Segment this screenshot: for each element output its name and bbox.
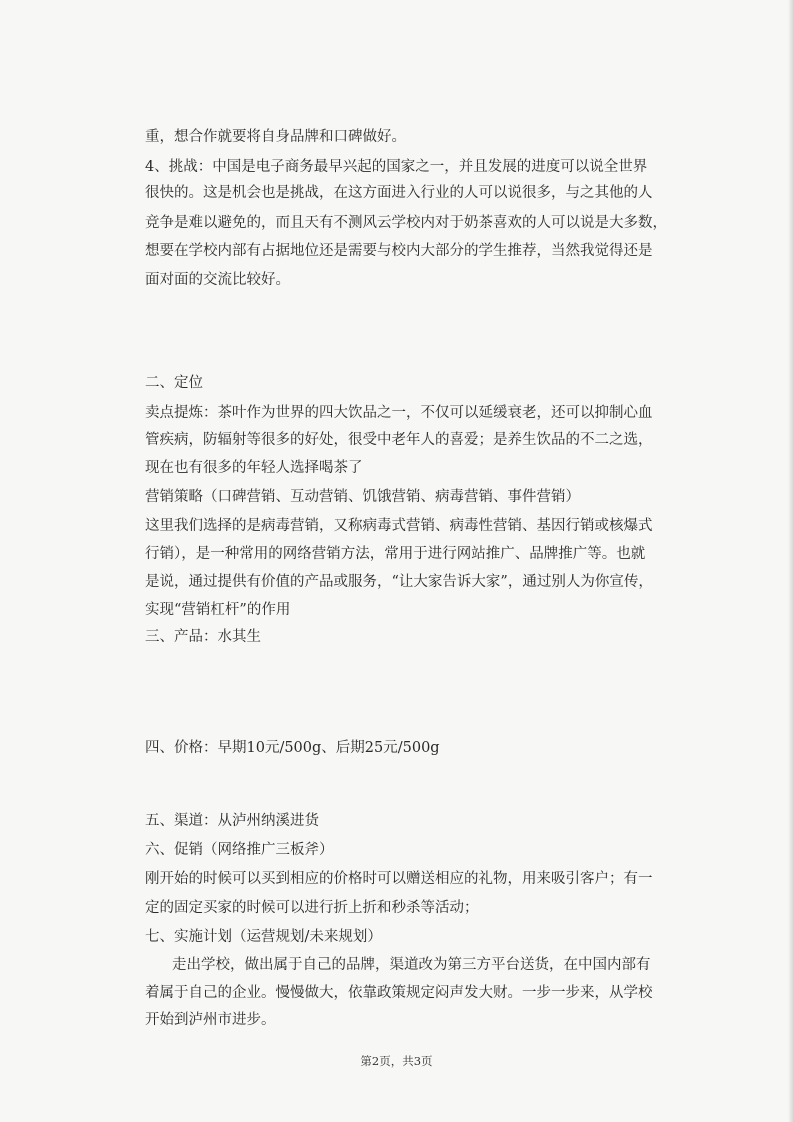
- section-heading: 三、产品：水其生: [145, 629, 261, 645]
- text-line: 走出学校，做出属于自己的品牌，渠道改为第三方平台送货，在中国内部有: [172, 957, 651, 973]
- text-line: 卖点提炼：茶叶作为世界的四大饮品之一，不仅可以延缓衰老，还可以抑制心血: [145, 405, 653, 421]
- text-line: 4、挑战：中国是电子商务最早兴起的国家之一，并且发展的进度可以说全世界: [145, 159, 648, 175]
- page-number: 第2页，共3页: [360, 1054, 433, 1068]
- section-heading: 七、实施计划（运营规划/未来规划）: [145, 929, 382, 945]
- text-line: 实现“营销杠杆”的作用: [145, 602, 291, 618]
- text-line: 是说，通过提供有价值的产品或服务，“让大家告诉大家”，通过别人为你宣传，: [145, 574, 653, 590]
- text-line: 这里我们选择的是病毒营销，又称病毒式营销、病毒性营销、基因行销或核爆式: [145, 518, 653, 534]
- text-line: 管疾病，防辐射等很多的好处，很受中老年人的喜爱；是养生饮品的不二之选，: [145, 432, 653, 448]
- text-line: 开始到泸州市进步。: [145, 1012, 276, 1028]
- text-line: 着属于自己的企业。慢慢做大，依靠政策规定闷声发大财。一步一步来，从学校: [145, 985, 653, 1001]
- section-heading: 六、促销（网络推广三板斧）: [145, 842, 334, 858]
- text-line: 现在也有很多的年轻人选择喝茶了: [145, 460, 363, 476]
- text-line: 想要在学校内部有占据地位还是需要与校内大部分的学生推荐，当然我觉得还是: [145, 243, 653, 259]
- text-line: 刚开始的时候可以买到相应的价格时可以赠送相应的礼物，用来吸引客户；有一: [145, 871, 653, 887]
- section-heading: 二、定位: [145, 375, 203, 391]
- section-heading: 四、价格：早期10元/500g、后期25元/500g: [145, 740, 440, 756]
- text-line: 很快的。这是机会也是挑战，在这方面进入行业的人可以说很多，与之其他的人: [145, 185, 653, 201]
- text-line: 重，想合作就要将自身品牌和口碑做好。: [145, 129, 406, 145]
- scan-edge-shadow: [788, 0, 793, 1122]
- text-line: 行销），是一种常用的网络营销方法，常用于进行网站推广、品牌推广等。也就: [145, 546, 646, 562]
- text-line: 面对面的交流比较好。: [145, 272, 290, 288]
- text-line: 定的固定买家的时候可以进行折上折和秒杀等活动；: [145, 900, 479, 916]
- section-heading: 五、渠道：从泸州纳溪进货: [145, 813, 319, 829]
- text-line: 营销策略（口碑营销、互动营销、饥饿营销、病毒营销、事件营销）: [145, 489, 580, 505]
- text-line: 竞争是难以避免的，而且天有不测风云学校内对于奶茶喜欢的人可以说是大多数，: [145, 215, 667, 231]
